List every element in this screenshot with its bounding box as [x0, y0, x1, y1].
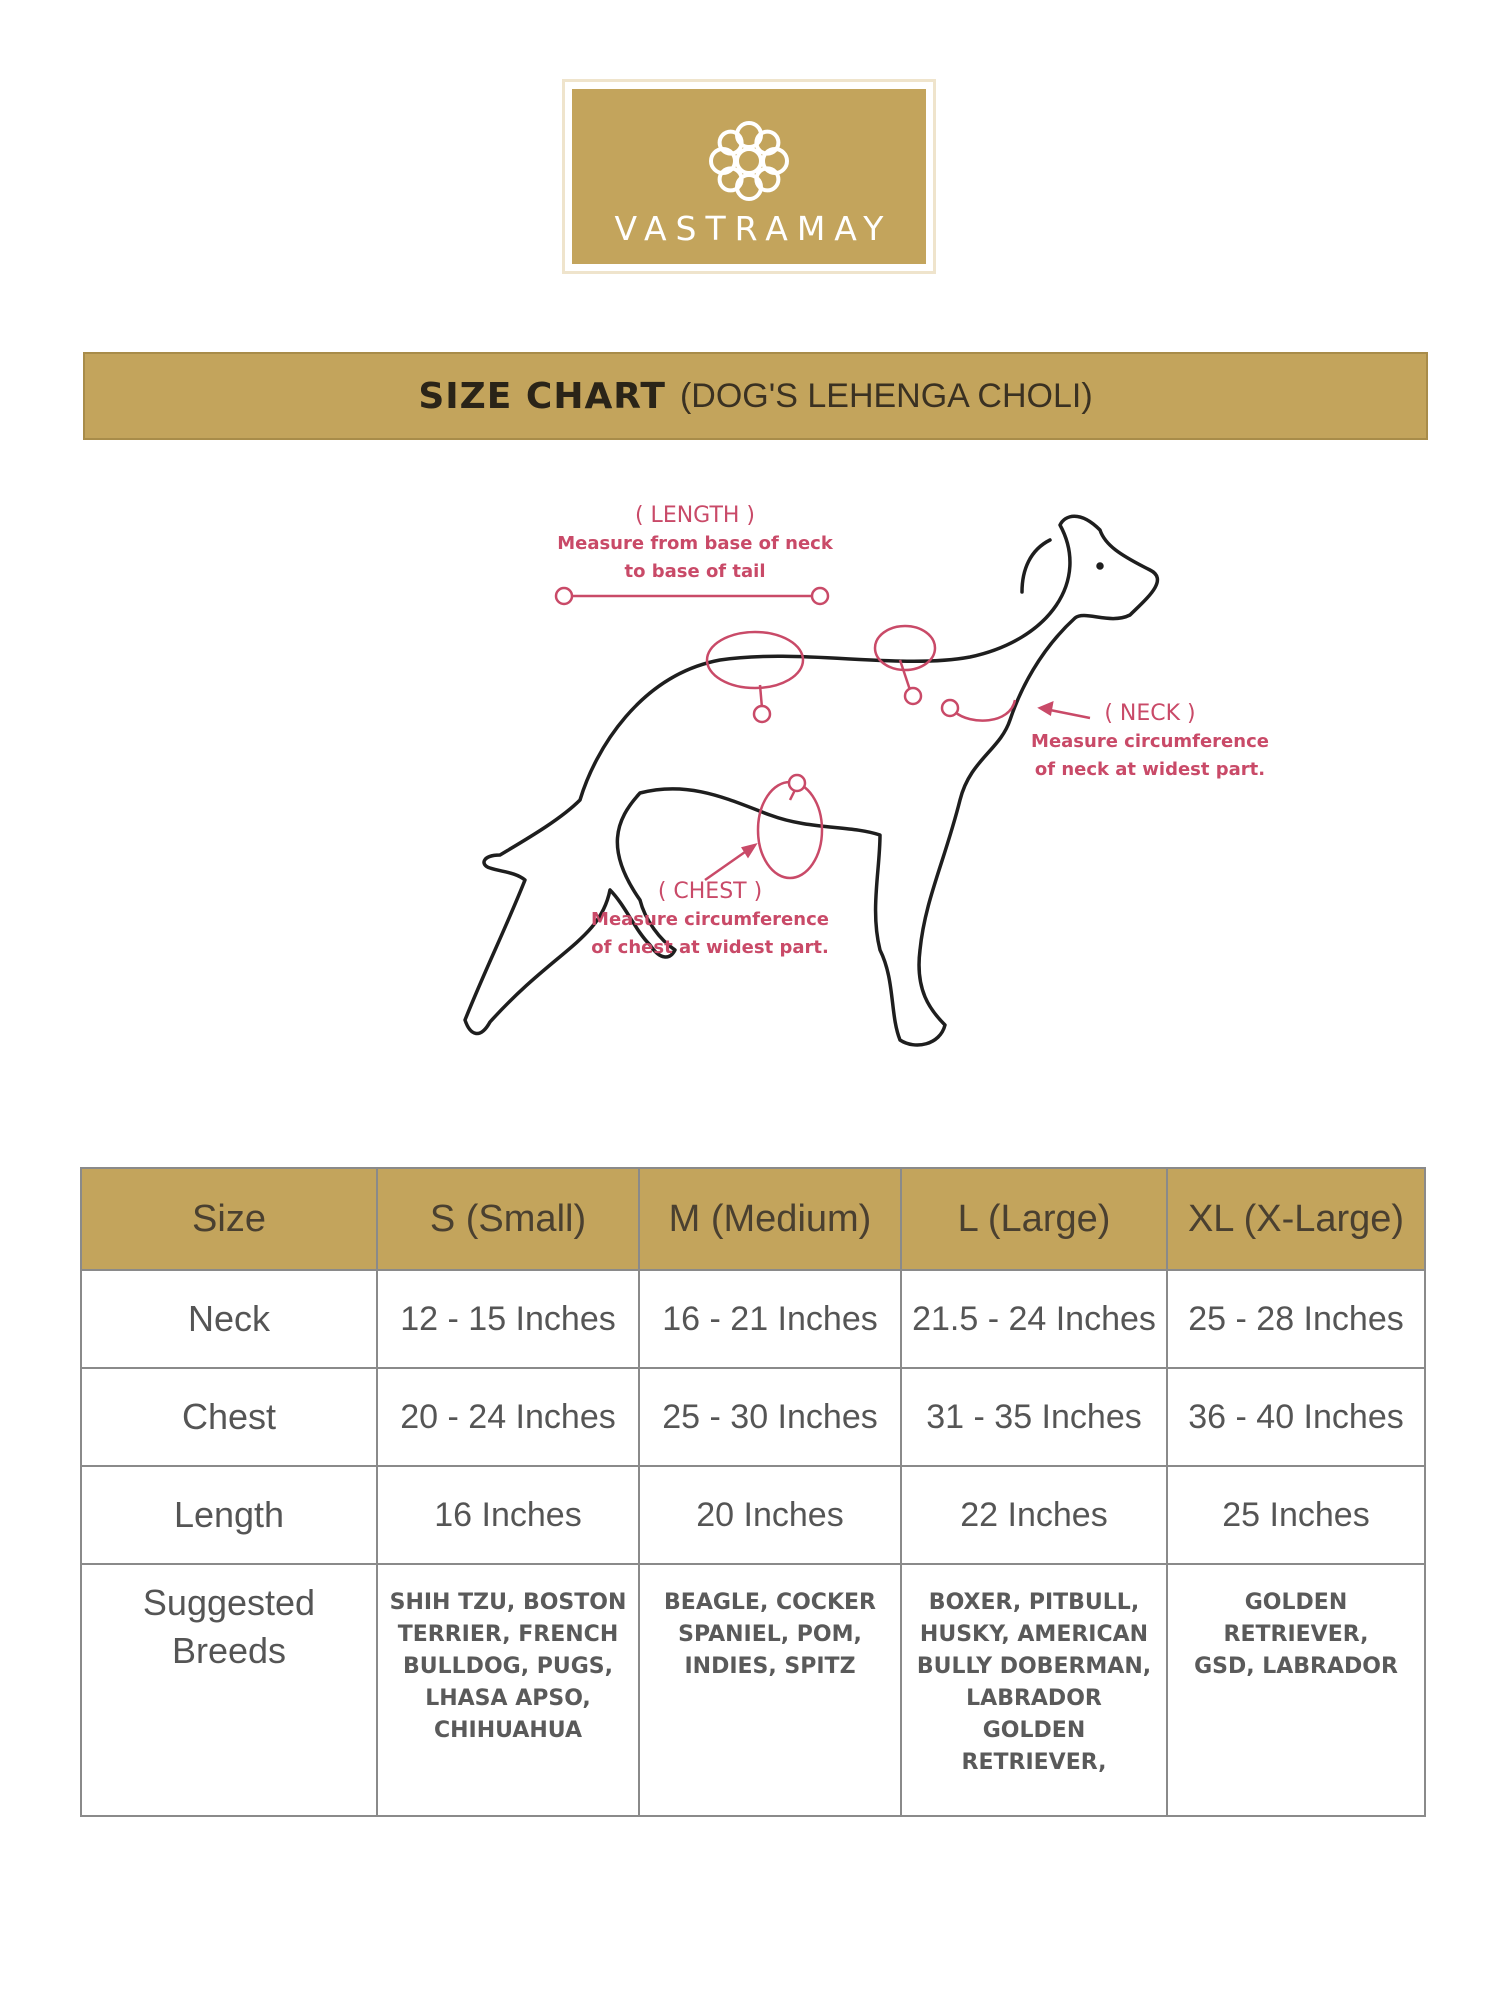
brand-name: VASTRAMAY — [614, 209, 893, 248]
breed-line: BOXER, PITBULL, — [928, 1590, 1140, 1615]
breed-line: BULLDOG, PUGS, — [403, 1654, 613, 1679]
neck-annotation-line1: Measure circumference — [1031, 731, 1269, 752]
table-cell: 22 Inches — [901, 1466, 1167, 1564]
table-row-breeds — [81, 1564, 1425, 1816]
breed-line: LABRADOR — [966, 1686, 1102, 1711]
chest-annotation-line1: Measure circumference — [591, 909, 829, 930]
brand-logo-panel — [572, 89, 926, 264]
table-row-neck — [81, 1270, 1425, 1368]
breed-line: SHIH TZU, BOSTON — [389, 1590, 627, 1615]
row-label-line: Suggested — [142, 1582, 316, 1623]
table-cell: 21.5 - 24 Inches — [901, 1270, 1167, 1368]
chest-annotation-heading: ( CHEST ) — [657, 879, 763, 904]
row-label — [81, 1564, 377, 1816]
table-header-row — [81, 1168, 1425, 1270]
breed-line: GSD, LABRADOR — [1194, 1654, 1398, 1679]
breed-line: BEAGLE, COCKER — [664, 1590, 876, 1615]
breed-line: INDIES, SPITZ — [684, 1654, 856, 1679]
table-cell: 31 - 35 Inches — [901, 1368, 1167, 1466]
table-cell: 16 - 21 Inches — [639, 1270, 901, 1368]
breed-line: HUSKY, AMERICAN — [919, 1622, 1149, 1647]
size-chart-banner — [83, 352, 1428, 440]
table-cell: 25 - 28 Inches — [1167, 1270, 1425, 1368]
dog-outline-icon — [410, 500, 1310, 1100]
length-annotation-heading: ( LENGTH ) — [634, 503, 755, 528]
table-header-cell: Size — [81, 1168, 377, 1270]
breed-line: TERRIER, FRENCH — [397, 1622, 619, 1647]
row-label: Chest — [81, 1368, 377, 1466]
table-row-length — [81, 1466, 1425, 1564]
breed-line: CHIHUAHUA — [434, 1718, 582, 1743]
flower-emblem-icon — [703, 115, 795, 207]
table-cell: 25 Inches — [1167, 1466, 1425, 1564]
dog-measurement-diagram — [410, 500, 1310, 1100]
breed-line: GOLDEN — [982, 1718, 1086, 1743]
neck-annotation-line2: of neck at widest part. — [1034, 759, 1266, 780]
table-cell: 36 - 40 Inches — [1167, 1368, 1425, 1466]
table-cell: 20 Inches — [639, 1466, 901, 1564]
table-header-cell: XL (X-Large) — [1167, 1168, 1425, 1270]
brand-logo — [562, 79, 936, 274]
breed-line: RETRIEVER, — [1223, 1622, 1369, 1647]
breed-line: RETRIEVER, — [961, 1750, 1107, 1775]
banner-title: SIZE CHART — [418, 375, 666, 417]
table-row-chest — [81, 1368, 1425, 1466]
table-cell: 20 - 24 Inches — [377, 1368, 639, 1466]
breed-cell — [639, 1564, 901, 1816]
breed-line: LHASA APSO, — [425, 1686, 591, 1711]
table-cell: 16 Inches — [377, 1466, 639, 1564]
length-annotation-line1: Measure from base of neck — [557, 533, 833, 554]
neck-annotation — [1010, 700, 1290, 784]
table-header-cell: S (Small) — [377, 1168, 639, 1270]
table-cell: 25 - 30 Inches — [639, 1368, 901, 1466]
neck-annotation-heading: ( NECK ) — [1104, 701, 1196, 726]
breed-cell — [1167, 1564, 1425, 1816]
breed-cell — [377, 1564, 639, 1816]
table-header-cell: M (Medium) — [639, 1168, 901, 1270]
breed-cell — [901, 1564, 1167, 1816]
breed-line: SPANIEL, POM, — [678, 1622, 862, 1647]
breed-line: GOLDEN — [1244, 1590, 1348, 1615]
length-annotation — [545, 502, 845, 586]
banner-subtitle: (DOG'S LEHENGA CHOLI) — [679, 376, 1093, 415]
row-label: Length — [81, 1466, 377, 1564]
row-label-line: Breeds — [171, 1630, 287, 1671]
chest-annotation-line2: of chest at widest part. — [591, 937, 829, 958]
breed-line: BULLY DOBERMAN, — [916, 1654, 1152, 1679]
row-label: Neck — [81, 1270, 377, 1368]
chest-annotation — [570, 878, 850, 962]
table-header-cell: L (Large) — [901, 1168, 1167, 1270]
size-table — [80, 1167, 1426, 1817]
length-annotation-line2: to base of tail — [624, 561, 766, 582]
table-cell: 12 - 15 Inches — [377, 1270, 639, 1368]
